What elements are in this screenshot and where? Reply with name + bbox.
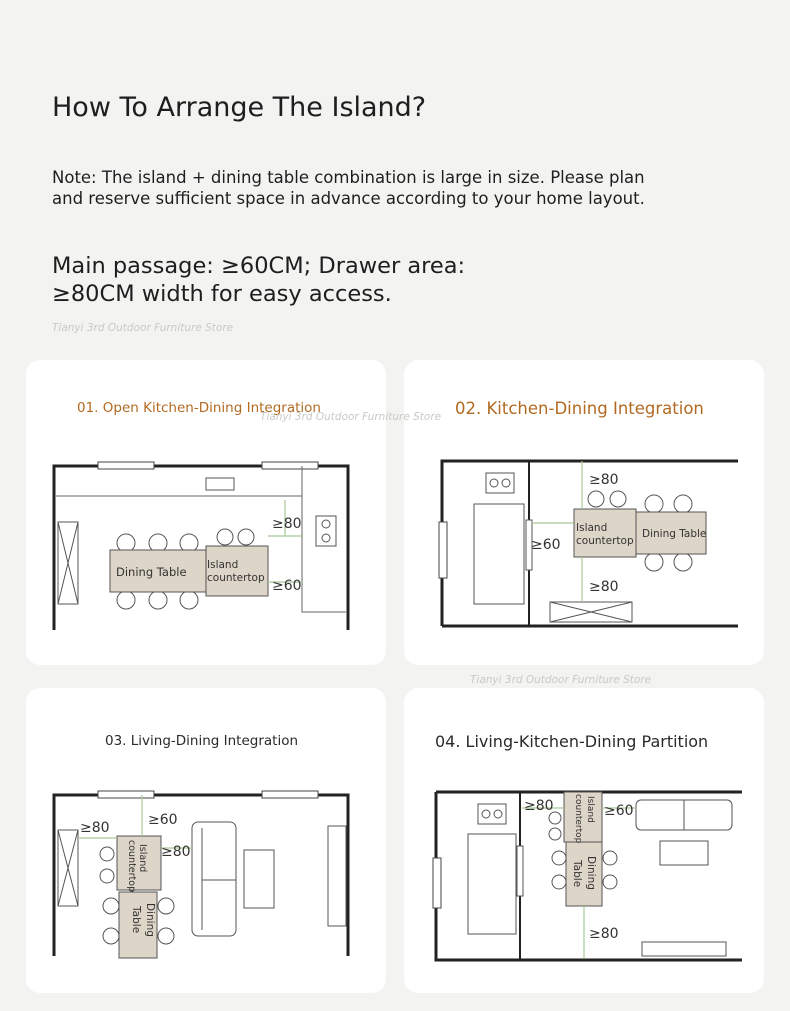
card-title: 01. Open Kitchen-Dining Integration	[77, 400, 321, 416]
layout-card-kitchen-dining	[404, 360, 764, 665]
svg-text:≥80: ≥80	[589, 472, 619, 488]
note-line-2: and reserve sufficient space in advance according to your home layout.	[52, 189, 645, 208]
svg-text:≥80: ≥80	[589, 579, 619, 595]
floor-plan-open-kitchen	[26, 360, 386, 665]
card-title: 02. Kitchen-Dining Integration	[455, 399, 704, 418]
card-title: 04. Living-Kitchen-Dining Partition	[435, 732, 709, 751]
passage-line-1: Main passage: ≥60CM; Drawer area:	[52, 253, 466, 279]
svg-text:Island: Island	[207, 559, 239, 571]
svg-text:Island: Island	[576, 522, 608, 534]
layout-card-open-kitchen	[26, 360, 386, 665]
passage-requirement	[52, 252, 465, 308]
svg-text:≥60: ≥60	[272, 578, 302, 594]
svg-text:≥60: ≥60	[148, 812, 178, 828]
svg-text:countertop: countertop	[573, 794, 583, 844]
page-title: How To Arrange The Island?	[52, 92, 427, 123]
passage-line-2: ≥80CM width for easy access.	[52, 281, 392, 307]
svg-text:≥80: ≥80	[524, 798, 554, 814]
svg-text:≥80: ≥80	[161, 844, 191, 860]
svg-text:Island: Island	[585, 796, 595, 823]
card-title: 03. Living-Dining Integration	[105, 733, 299, 749]
svg-text:Dining Table: Dining Table	[642, 528, 707, 540]
floor-plan-kitchen-dining	[404, 360, 764, 665]
svg-text:Island: Island	[137, 844, 148, 873]
svg-text:Table: Table	[130, 906, 142, 934]
island-countertop	[206, 546, 268, 596]
svg-text:≥80: ≥80	[272, 516, 302, 532]
svg-text:countertop: countertop	[126, 840, 137, 893]
svg-text:countertop: countertop	[207, 572, 265, 584]
note-line-1: Note: The island + dining table combination is large in size. Please plan	[52, 168, 645, 187]
svg-text:≥60: ≥60	[604, 803, 634, 819]
store-watermark: Tianyi 3rd Outdoor Furniture Store	[470, 674, 652, 686]
svg-text:countertop: countertop	[576, 535, 634, 547]
layout-note	[52, 167, 692, 209]
svg-text:≥60: ≥60	[531, 537, 561, 553]
floor-plan-living-kitchen-dining	[404, 688, 764, 993]
svg-text:≥80: ≥80	[80, 820, 110, 836]
layout-card-living-dining	[26, 688, 386, 993]
svg-text:Table: Table	[571, 860, 583, 888]
floor-plan-living-dining	[26, 688, 386, 993]
store-watermark: Tianyi 3rd Outdoor Furniture Store	[260, 411, 442, 423]
svg-text:Dining Table: Dining Table	[116, 565, 187, 579]
svg-text:Dining: Dining	[585, 856, 597, 890]
svg-text:≥80: ≥80	[589, 926, 619, 942]
layout-card-living-kitchen-dining	[404, 688, 764, 993]
store-watermark: Tianyi 3rd Outdoor Furniture Store	[52, 322, 234, 334]
svg-text:Dining: Dining	[144, 903, 156, 937]
